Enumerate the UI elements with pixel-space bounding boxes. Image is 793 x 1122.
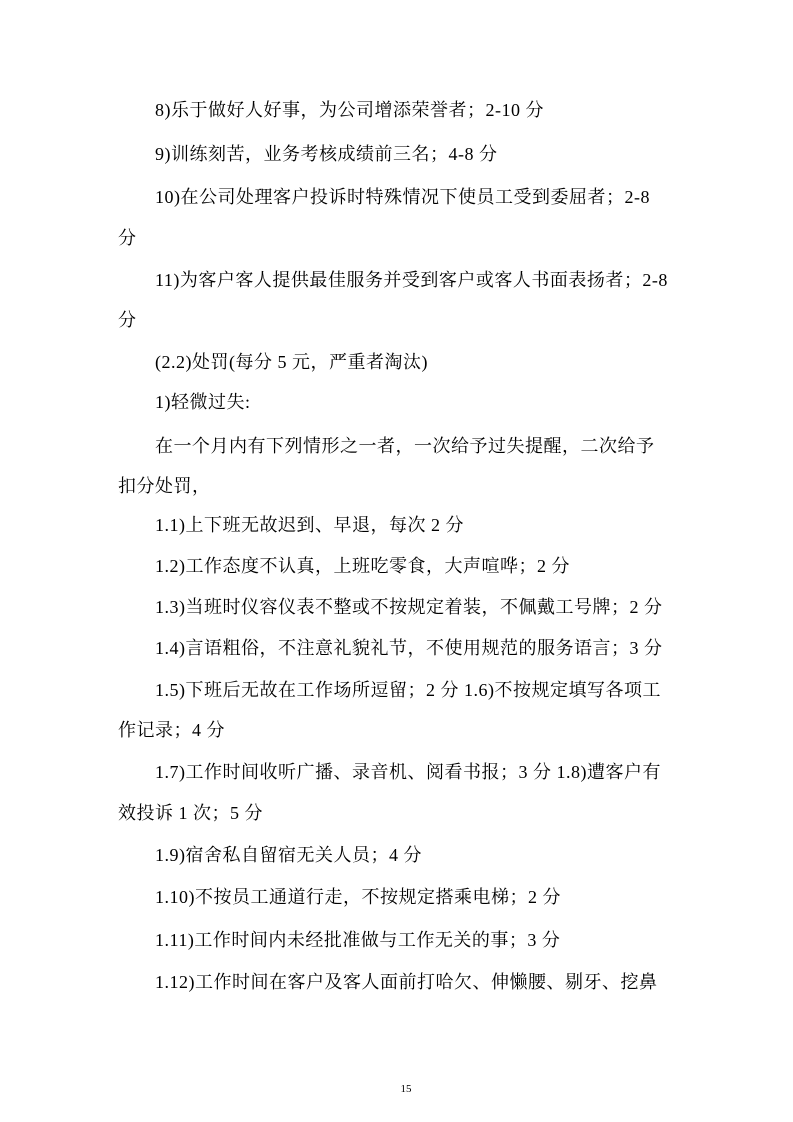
page-number: 15 — [400, 1083, 412, 1095]
text-line: 1.12)工作时间在客户及客人面前打哈欠、伸懒腰、剔牙、挖鼻 — [155, 972, 658, 992]
text-line: 9)训练刻苦，业务考核成绩前三名；4-8 分 — [155, 144, 498, 164]
text-line: 扣分处罚， — [118, 476, 211, 496]
text-line: 8)乐于做好人好事，为公司增添荣誉者；2-10 分 — [155, 100, 544, 120]
text-line: 1.10)不按员工通道行走，不按规定搭乘电梯；2 分 — [155, 887, 561, 907]
text-line: 1.5)下班后无故在工作场所逗留；2 分 1.6)不按规定填写各项工 — [155, 680, 661, 700]
text-line: 1.2)工作态度不认真，上班吃零食，大声喧哗；2 分 — [155, 556, 570, 576]
text-line: 在一个月内有下列情形之一者，一次给予过失提醒，二次给予 — [155, 436, 655, 456]
text-line: 分 — [118, 228, 137, 248]
subsection-heading: 1)轻微过失: — [155, 392, 251, 412]
text-line: 11)为客户客人提供最佳服务并受到客户或客人书面表扬者；2-8 — [155, 270, 668, 290]
text-line: 1.4)言语粗俗，不注意礼貌礼节，不使用规范的服务语言；3 分 — [155, 638, 663, 658]
text-line: 分 — [118, 310, 137, 330]
text-line: 1.1)上下班无故迟到、早退，每次 2 分 — [155, 515, 464, 535]
section-heading: (2.2)处罚(每分 5 元，严重者淘汰) — [155, 352, 428, 372]
text-line: 1.7)工作时间收听广播、录音机、阅看书报；3 分 1.8)遭客户有 — [155, 762, 661, 782]
text-line: 1.11)工作时间内未经批准做与工作无关的事；3 分 — [155, 930, 561, 950]
text-line: 作记录；4 分 — [118, 720, 225, 740]
text-line: 效投诉 1 次；5 分 — [118, 803, 263, 823]
text-line: 1.9)宿舍私自留宿无关人员；4 分 — [155, 845, 422, 865]
text-line: 1.3)当班时仪容仪表不整或不按规定着装，不佩戴工号牌；2 分 — [155, 597, 663, 617]
text-line: 10)在公司处理客户投诉时特殊情况下使员工受到委屈者；2-8 — [155, 187, 650, 207]
